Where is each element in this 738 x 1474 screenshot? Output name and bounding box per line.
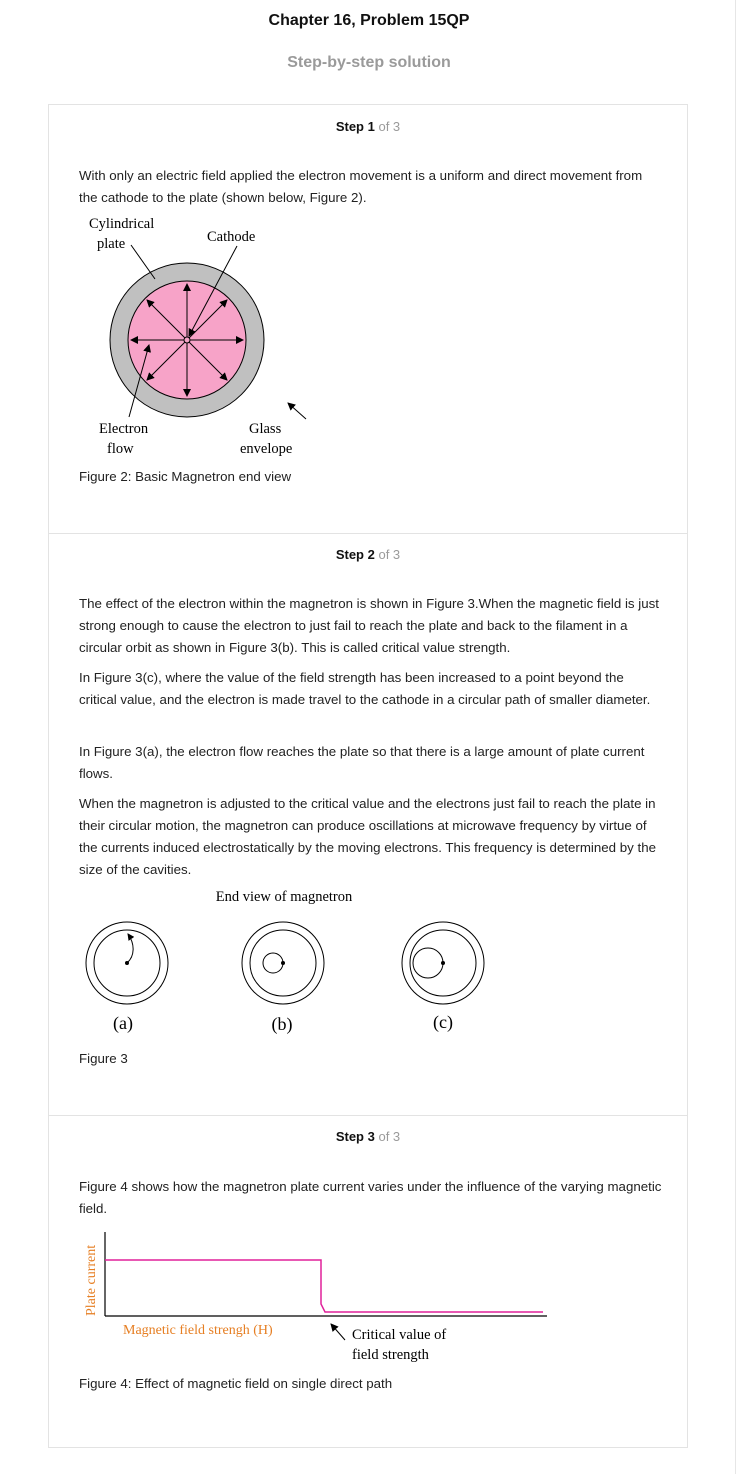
step-header xyxy=(49,1129,687,1144)
solution-subtitle: Step-by-step solution xyxy=(287,54,451,71)
orbit-label-c: (c) xyxy=(433,1012,453,1032)
step-paragraph: In Figure 3(c), where the value of the field strength has been increased to a point beyond the critical value, and the electron is made travel to the cathode in a circular path of smaller diameter. xyxy=(79,670,651,707)
cylindrical-plate-pointer xyxy=(131,245,155,279)
orbit-label-b: (b) xyxy=(271,1014,293,1034)
step-paragraph: With only an electric field applied the electron movement is a uniform and direct movement from the cathode to the plate (shown below, Figure 2). xyxy=(79,168,643,205)
critical-value-pointer xyxy=(331,1324,345,1340)
step-paragraph: When the magnetron is adjusted to the critical value and the electrons just fail to reach the plate in their circular motion, the magnetron can produce oscillations at microwave frequency by virtue of the currents induced electrostatically by the moving electrons. This frequency is determined by the size of the cavities. xyxy=(79,796,656,877)
orbit-diagram-a xyxy=(86,922,168,1004)
cathode-dot xyxy=(184,337,190,343)
step-card-1 xyxy=(48,104,688,534)
step-card-3 xyxy=(48,1115,688,1448)
step-label: Step 3 xyxy=(335,1129,375,1144)
page-edge-rule xyxy=(735,0,736,1474)
figure-caption: Figure 2: Basic Magnetron end view xyxy=(79,469,292,484)
step-paragraph: The effect of the electron within the magnetron is shown in Figure 3.When the magnetic field is just strong enough to cause the electron to just fail to reach the plate and back to the filament in a circular orbit as shown in Figure 3(b). This is called critical value strength. xyxy=(79,596,659,655)
orbit-label-a: (a) xyxy=(113,1013,133,1033)
step-paragraph: In Figure 3(a), the electron flow reaches the plate so that there is a large amount of plate current flows. xyxy=(79,744,645,781)
magnetron-end-view-figure xyxy=(79,213,319,463)
step-header xyxy=(49,119,687,134)
step-count: of 3 xyxy=(378,1129,401,1144)
y-axis-label: Plate current xyxy=(84,1244,99,1316)
critical-value-label: field strength xyxy=(352,1347,429,1363)
orbit-diagram-c xyxy=(402,922,484,1004)
glass-envelope-pointer xyxy=(288,403,306,419)
glass-envelope-label: envelope xyxy=(240,441,293,457)
step-count: of 3 xyxy=(378,119,401,134)
magnetron-orbit-figure xyxy=(79,882,519,1042)
figure-caption: Figure 3 xyxy=(79,1051,128,1066)
orbit-diagram-b xyxy=(242,922,324,1004)
plate-current-graph xyxy=(83,1230,563,1370)
cathode-label: Cathode xyxy=(207,229,256,245)
x-axis-label: Magnetic field strengh (H) xyxy=(123,1323,273,1338)
step-count: of 3 xyxy=(378,547,401,562)
cylindrical-plate-label: plate xyxy=(97,236,126,252)
figure-title: End view of magnetron xyxy=(215,889,353,905)
critical-value-label: Critical value of xyxy=(352,1327,447,1343)
electron-flow-label: Electron xyxy=(99,421,149,437)
step-card-2 xyxy=(48,533,688,1116)
plate-current-curve xyxy=(105,1260,543,1312)
figure-caption: Figure 4: Effect of magnetic field on single direct path xyxy=(79,1376,393,1391)
electron-flow-label: flow xyxy=(107,441,134,457)
step-paragraph: Figure 4 shows how the magnetron plate current varies under the influence of the varying magnetic field. xyxy=(79,1179,662,1216)
page-title: Chapter 16, Problem 15QP xyxy=(268,12,470,29)
step-label: Step 1 xyxy=(335,119,375,134)
step-label: Step 2 xyxy=(335,547,375,562)
step-header xyxy=(49,547,687,562)
cylindrical-plate-label: Cylindrical xyxy=(89,216,155,232)
glass-envelope-label: Glass xyxy=(249,421,282,437)
